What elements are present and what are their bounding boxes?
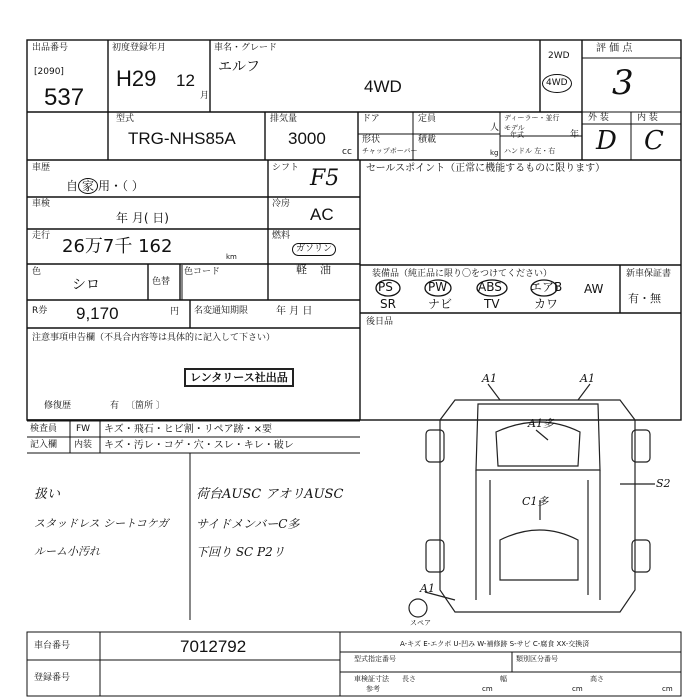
displacement-unit: cc: [342, 147, 352, 157]
inspector-label: 検査員: [30, 424, 58, 434]
equipment-abs: ABS: [478, 280, 502, 294]
load-label: 積載: [418, 135, 437, 145]
persons-unit: 人: [490, 123, 500, 133]
dimension-label: 車検証寸法: [354, 675, 389, 683]
handwritten-note-3: ルーム小汚れ: [34, 545, 100, 558]
handle-label: ハンドル 左・右: [504, 147, 556, 155]
model-year-label: モデル: [504, 124, 525, 132]
usage-label: 車歴: [32, 163, 51, 173]
model-name: エルフ: [218, 59, 260, 75]
dimension-length: 長さ: [402, 675, 416, 683]
drive-label: 2WD: [548, 51, 570, 61]
equipment-pw: PW: [428, 280, 448, 294]
first-registration-month: 12: [176, 71, 195, 90]
first-registration-label: 初度登録年月: [112, 43, 167, 53]
dimension-height-unit: cm: [662, 685, 673, 693]
diagram-mark-front-left: A1: [482, 372, 497, 385]
registration-number-label: 登録番号: [34, 673, 71, 683]
body-shape-label: 形状: [362, 135, 381, 145]
aircon-value: AC: [310, 205, 334, 224]
color-value: シロ: [72, 277, 100, 293]
equipment-navi: ナビ: [428, 297, 453, 311]
load-unit: kg: [490, 149, 499, 157]
mileage-value: 26万7千 162: [62, 236, 173, 257]
handwritten-note-1: 扱い: [34, 487, 61, 502]
color-label: 色: [32, 267, 42, 277]
dimension-width-unit: cm: [572, 685, 583, 693]
diagram-mark-rear: A1: [420, 582, 435, 595]
recycle-label: R券: [32, 306, 48, 316]
chassis-number-label: 車台番号: [34, 641, 71, 651]
recycle-amount: 9,170: [76, 304, 119, 323]
handwritten-note-2: スタッドレス シートコケガ: [34, 517, 169, 530]
grade: 4WD: [364, 77, 402, 96]
fuel-gasoline-circled: ガソリン: [292, 243, 336, 256]
name-change-label: 名変通知期限: [194, 306, 249, 316]
dimension-height: 高さ: [590, 675, 604, 683]
rental-stamp: レンタリース社出品: [184, 368, 294, 387]
handwritten-note-5: サイドメンバーC多: [196, 517, 300, 531]
first-registration-year: H29: [116, 66, 157, 91]
equipment-airbag: エアB: [530, 280, 563, 294]
equipment-tv: TV: [484, 297, 500, 311]
lot-code: [2090]: [34, 67, 64, 77]
aircon-label: 冷房: [272, 199, 291, 209]
inspection-value: 年 月( 日): [116, 211, 169, 225]
type-designation-label: 型式指定番号: [354, 655, 396, 663]
notes-label: 注意事項申告欄（不具合内容等は具体的に記入して下さい）: [32, 333, 276, 343]
door-label: ドア: [362, 114, 380, 124]
interior-row-label: 内装: [74, 440, 93, 450]
sales-point-label: セールスポイント（正常に機能するものに限ります）: [366, 163, 606, 174]
shift-label: シフト: [272, 163, 300, 173]
warranty-label: 新車保証書: [626, 269, 672, 279]
repair-location: 〔箇所 〕: [126, 401, 165, 411]
dimension-width: 幅: [500, 675, 507, 683]
interior-label: 内 装: [637, 113, 658, 123]
category-label: 類別区分番号: [516, 655, 558, 663]
later-items-label: 後日品: [366, 317, 394, 327]
lot-number: 537: [44, 84, 85, 111]
model-year-sub-label: 年式: [510, 131, 524, 139]
fuel-oil: 油: [320, 263, 331, 276]
interior-grade: C: [644, 126, 664, 156]
displacement-value: 3000: [288, 129, 326, 148]
shift-value: F5: [310, 166, 340, 191]
handwritten-note-6: 下回り SC P2リ: [196, 545, 285, 559]
year-unit: 年: [570, 130, 580, 140]
diagram-mark-bed: C1多: [522, 495, 549, 508]
capacity-label: 定員: [418, 114, 437, 124]
model-name-label: 車名・グレード: [214, 43, 278, 53]
handwritten-note-4: 荷台AUSC アオリAUSC: [196, 487, 344, 502]
chassis-number: 7012792: [180, 637, 247, 656]
usage-value: 自 家 用・（ ）: [66, 179, 144, 193]
exterior-label: 外 装: [588, 113, 609, 123]
displacement-label: 排気量: [270, 114, 298, 124]
type-code: TRG-NHS85A: [128, 129, 236, 148]
inspection-label: 車検: [32, 199, 51, 209]
spare-label: スペア: [410, 619, 431, 627]
damage-legend: A-キズ E-エクボ U-凹み W-補修跡 S-サビ C-腐食 XX-交換済: [400, 640, 590, 648]
color-code-label: 色コード: [184, 267, 221, 277]
diagram-mark-cab: A1多: [528, 417, 554, 430]
fw-items: キズ・飛石・ヒビ割・リペア跡・×要: [104, 424, 272, 435]
drive-value-circled: 4WD: [542, 74, 572, 93]
rating-label: 評 価 点: [596, 43, 633, 54]
recycle-unit: 円: [170, 307, 180, 317]
dealer-label: ディーラー・並行: [504, 114, 560, 122]
repair-value: 有: [110, 401, 120, 411]
diagram-mark-side: S2: [656, 477, 671, 490]
fuel-label: 燃料: [272, 231, 291, 241]
body-shape-value: チャップボーバー: [362, 147, 418, 155]
diagram-mark-front-right: A1: [580, 372, 595, 385]
equipment-leather: カワ: [534, 297, 559, 311]
dimension-length-unit: cm: [482, 685, 493, 693]
mileage-unit: km: [226, 253, 237, 261]
warranty-value: 有・無: [628, 292, 661, 305]
equipment-ps: PS: [378, 280, 393, 294]
dimension-ref: 参考: [366, 685, 380, 693]
equipment-label: 装備品（純正品に限り〇をつけてください）: [372, 269, 553, 279]
mileage-label: 走行: [32, 231, 51, 241]
entry-label: 記入欄: [30, 440, 58, 450]
fuel-light: 軽: [296, 263, 307, 276]
lot-number-label: 出品番号: [32, 43, 69, 53]
usage-circled: 家: [78, 178, 98, 194]
rating-value: 3: [612, 63, 634, 103]
color-change-label: 色替: [152, 277, 171, 287]
interior-items: キズ・汚レ・コゲ・穴・スレ・キレ・破レ: [104, 440, 294, 451]
name-change-value: 年 月 日: [276, 306, 313, 317]
repair-label: 修復歴: [44, 401, 72, 411]
equipment-sr: SR: [380, 297, 396, 311]
equipment-aw: AW: [584, 282, 604, 296]
fw-label: FW: [76, 424, 91, 434]
month-unit: 月: [200, 91, 210, 101]
type-label: 型式: [116, 114, 135, 124]
exterior-grade: D: [596, 126, 617, 156]
